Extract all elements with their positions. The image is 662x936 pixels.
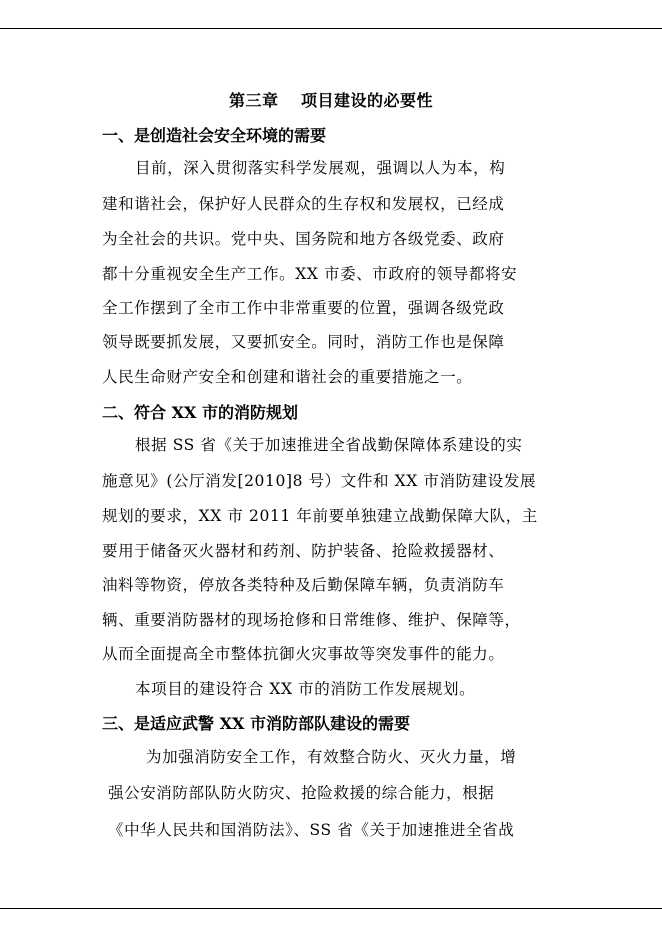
section-2-line-3: 规划的要求，XX 市 2011 年前要单独建立战勤保障大队，主: [102, 507, 538, 525]
section-2-line-6: 辆、重要消防器材的现场抢修和日常维修、维护、保障等，: [102, 611, 521, 629]
section-1-line-1: 目前，深入贯彻落实科学发展观，强调以人为本，构: [135, 159, 506, 177]
section-1-line-2: 建和谐社会，保护好人民群众的生存权和发展权，已经成: [102, 195, 505, 213]
section-2-line-4: 要用于储备灭火器材和药剂、防护装备、抢险救援器材、: [102, 542, 505, 560]
chapter-title: 第三章 项目建设的必要性: [228, 91, 434, 110]
header-rule: [0, 28, 662, 29]
section-3-heading: 三、是适应武警 XX 市消防部队建设的需要: [102, 714, 410, 733]
section-3-line-2: 强公安消防部队防火防灾、抢险救援的综合能力，根据: [108, 784, 495, 802]
footer-rule: [0, 908, 662, 909]
section-2-line-8: 本项目的建设符合 XX 市的消防工作发展规划。: [135, 680, 476, 698]
section-2-line-1: 根据 SS 省《关于加速推进全省战勤保障体系建设的实: [135, 436, 523, 454]
section-1-line-3: 为全社会的共识。党中央、国务院和地方各级党委、政府: [102, 230, 505, 248]
section-2-heading: 二、符合 XX 市的消防规划: [102, 403, 298, 422]
section-1-line-4: 都十分重视安全生产工作。XX 市委、市政府的领导都将安: [102, 265, 518, 283]
section-2-line-2: 施意见》(公厅消发[2010]8 号）文件和 XX 市消防建设发展: [102, 472, 537, 490]
section-2-line-5: 油料等物资，停放各类特种及后勤保障车辆，负责消防车: [102, 576, 505, 594]
section-1-line-6: 领导既要抓发展，又要抓安全。同时，消防工作也是保障: [102, 333, 505, 351]
section-3-line-3: 《中华人民共和国消防法》、SS 省《关于加速推进全省战: [108, 821, 515, 839]
section-1-line-7: 人民生命财产安全和创建和谐社会的重要措施之一。: [102, 368, 473, 386]
section-3-line-1: 为加强消防安全工作，有效整合防火、灭火力量，增: [146, 748, 517, 766]
section-1-line-5: 全工作摆到了全市工作中非常重要的位置，强调各级党政: [102, 299, 505, 317]
section-1-heading: 一、是创造社会安全环境的需要: [102, 126, 327, 145]
section-2-line-7: 从而全面提高全市整体抗御火灾事故等突发事件的能力。: [102, 645, 505, 663]
